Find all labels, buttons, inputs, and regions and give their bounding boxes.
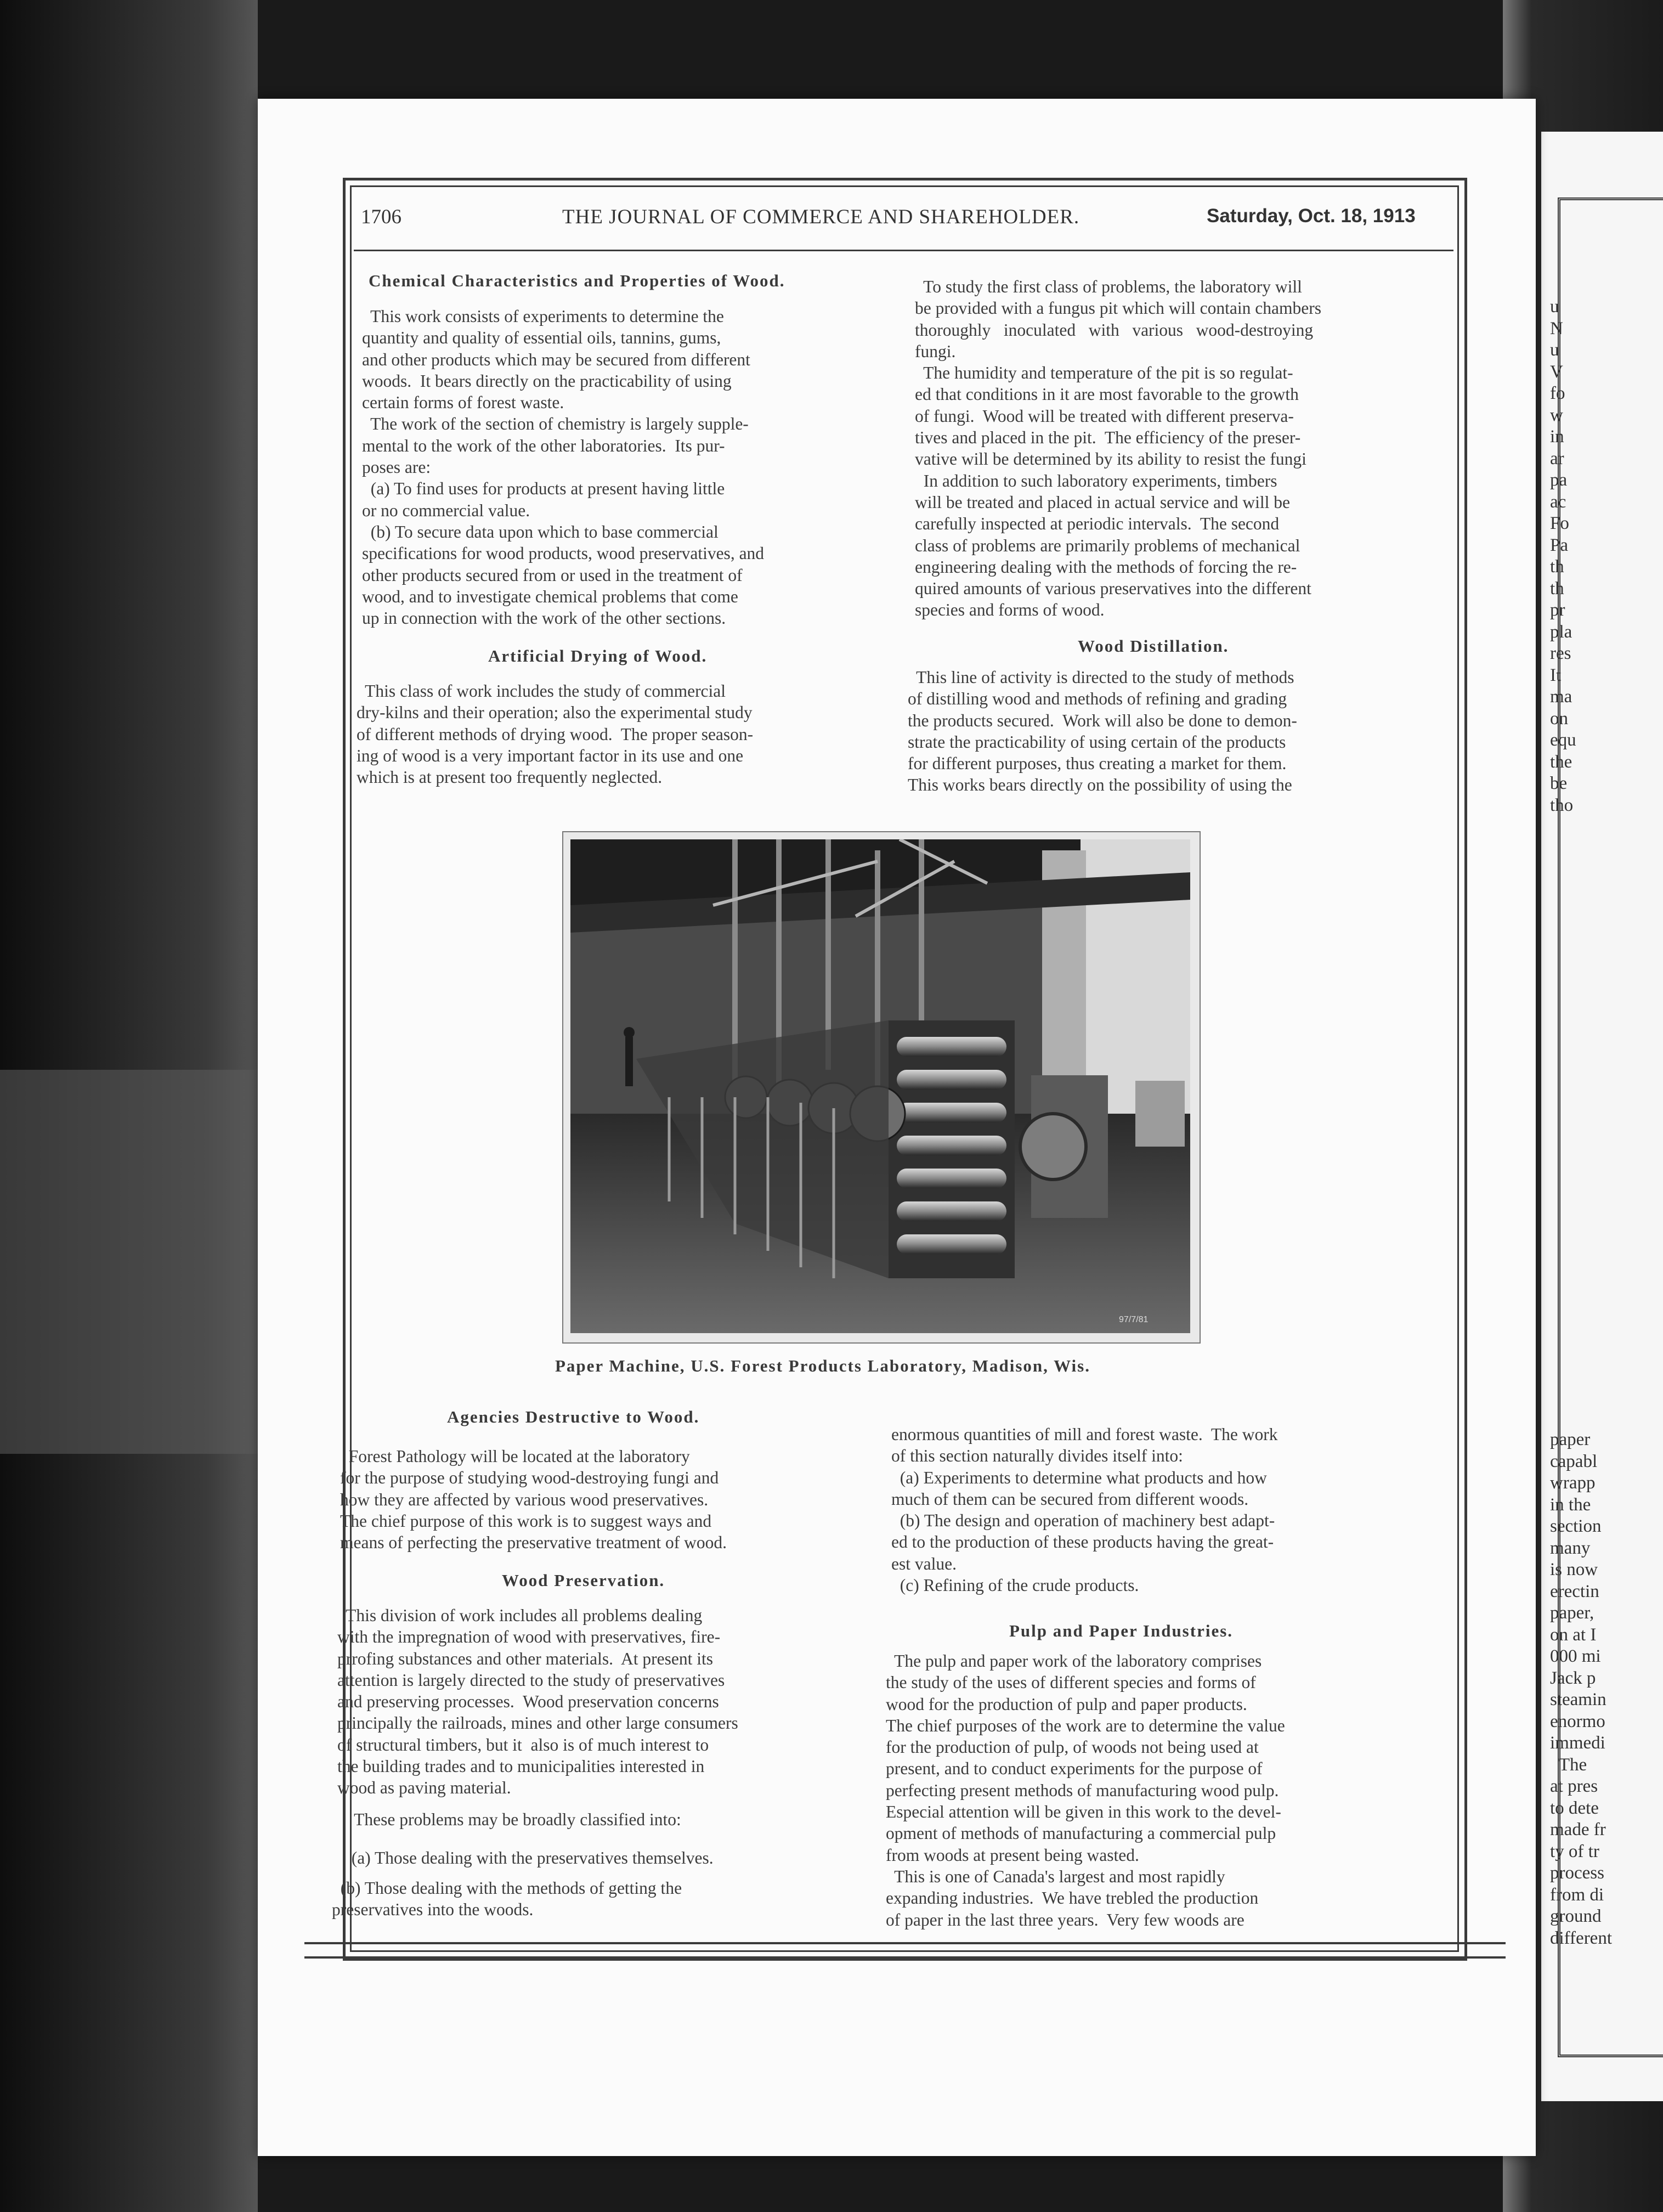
left-top-body-2: This class of work includes the study of commercial dry-kilns and their operation; also the experimental study of different methods of drying wood. The proper season- ing of wood is a very important factor in its use and one which is at present too frequently neglected. [357, 681, 754, 787]
left-bottom-body: Forest Pathology will be located at the laboratory for the purpose of studying wood-destroying fungi and how they are affected by various wood preservatives. The chief purpose of this work is to suggest ways and means of perfecting the preservative treatment of wood. [340, 1447, 727, 1553]
paper-machine-photo [570, 839, 1190, 1333]
next-page-top-fragment: u N u V fo w in ar pa ac Fo Pa th th pr pla res It ma on equ the be tho [1550, 297, 1576, 815]
section-heading-agencies: Agencies Destructive to Wood. [447, 1407, 700, 1426]
section-heading-distillation: Wood Distillation. [1078, 636, 1229, 656]
section-heading-preservation: Wood Preservation. [502, 1571, 665, 1590]
bottom-double-rule [304, 1942, 1506, 1959]
right-top-body-2: This line of activity is directed to the study of methods of distilling wood and methods of refining and grading the products secured. Work will also be done to demon- strate the practicability of using certain of the products for different purposes, thus creating a market for them. This works bears directly on the possibility of using the [908, 668, 1297, 795]
right-top-body: To study the first class of problems, the laboratory will be provided with a fungus pit which will contain chambers thoroughly inoculated with various wood-destroying fungi. The humidity and temperature of the pit is so regulat- ed that conditions in it are most favorable to the growth of fungi. Wood will be treated with different preserva- tives and placed in the pit. The efficiency of the preser- vative will be determined by its ability to resist the fungi In addition to such laboratory experiments, timbers will be treated and placed in actual service and will be carefully inspected at periodic intervals. The second class of problems are primarily problems of mechanical engineering dealing with the methods of forcing the re- quired amounts of various preservatives into the different species and forms of wood. [915, 277, 1321, 620]
right-bottom-body-2: The pulp and paper work of the laboratory comprises the study of the uses of different species and forms of wood for the production of pulp and paper products. The chief purposes of the work are to determine the value for the production of pulp, of woods not being used at present, and to conduct experiments for the purpose of perfecting present methods of manufacturing wood pulp. Especial attention will be given in this work to the devel- opment of methods of manufacturing a commercial pulp from woods at present being wasted. This is one of Canada's largest and most rapidly expanding industries. We have trebled the production of paper in the last three years. Very few woods are [886, 1651, 1285, 1929]
left-bottom-body-5: (b) Those dealing with the methods of getting the preservatives into the woods. [332, 1878, 682, 1920]
next-page-edge [1541, 132, 1663, 2101]
paper-machine-illustration [570, 839, 1190, 1333]
journal-title: THE JOURNAL OF COMMERCE AND SHAREHOLDER. [562, 206, 1080, 228]
left-top-body: This work consists of experiments to determine the quantity and quality of essential oils, tannins, gums, and other products which may be secured from different woods. It bears directly on the practicability of using certain forms of forest waste. The work of the section of chemistry is largely supple- mental to the work of the other laboratories. Its pur- poses are: (a) To find uses for products at present having little or no commercial value. (b) To secure data upon which to base commercial specifications for wood products, wood preservatives, and other products secured from or used in the treatment of wood, and to investigate chemical problems that come up in connection with the work of the other sections. [362, 307, 765, 628]
left-bottom-body-4: (a) Those dealing with the preservatives themselves. [343, 1848, 714, 1867]
left-bottom-body-2: This division of work includes all problems dealing with the impregnation of wood with preservatives, fire- prrofing substances and other materials. At present its attention is largely directed to the study of preservatives and preserving processes. Wood preservation concerns principally the railroads, mines and other large consumers of structural timbers, but it also is of much interest to the building trades and to municipalities interested in wood as paving material. [337, 1606, 738, 1798]
section-heading-drying: Artificial Drying of Wood. [488, 646, 708, 665]
section-heading-chemical: Chemical Characteristics and Properties of Wood. [369, 271, 785, 290]
left-bottom-body-3: These problems may be broadly classified into: [346, 1810, 681, 1829]
header-rule [354, 250, 1453, 251]
page-number: 1706 [361, 206, 401, 228]
background-shadow-band [0, 1070, 258, 1454]
photo-caption: Paper Machine, U.S. Forest Products Laboratory, Madison, Wis. [555, 1356, 1090, 1375]
right-bottom-body: enormous quantities of mill and forest waste. The work of this section naturally divides itself into: (a) Experiments to determine what products and how much of them can be secured from different woods. (b) The design and operation of machinery best adapt- ed to the production of these products having the great- est value. (c) Refining of the crude products. [891, 1425, 1278, 1595]
section-heading-pulp-paper: Pulp and Paper Industries. [1009, 1621, 1234, 1640]
next-page-bottom-fragment: paper capabl wrapp in the section many is now erectin paper, on at I 000 mi Jack p steamin enormo immedi The at pres to dete made fr ty of tr process from di ground different [1550, 1430, 1613, 1948]
photo-plate-number: 97/7/81 [1119, 1315, 1149, 1324]
issue-date: Saturday, Oct. 18, 1913 [1207, 205, 1416, 227]
